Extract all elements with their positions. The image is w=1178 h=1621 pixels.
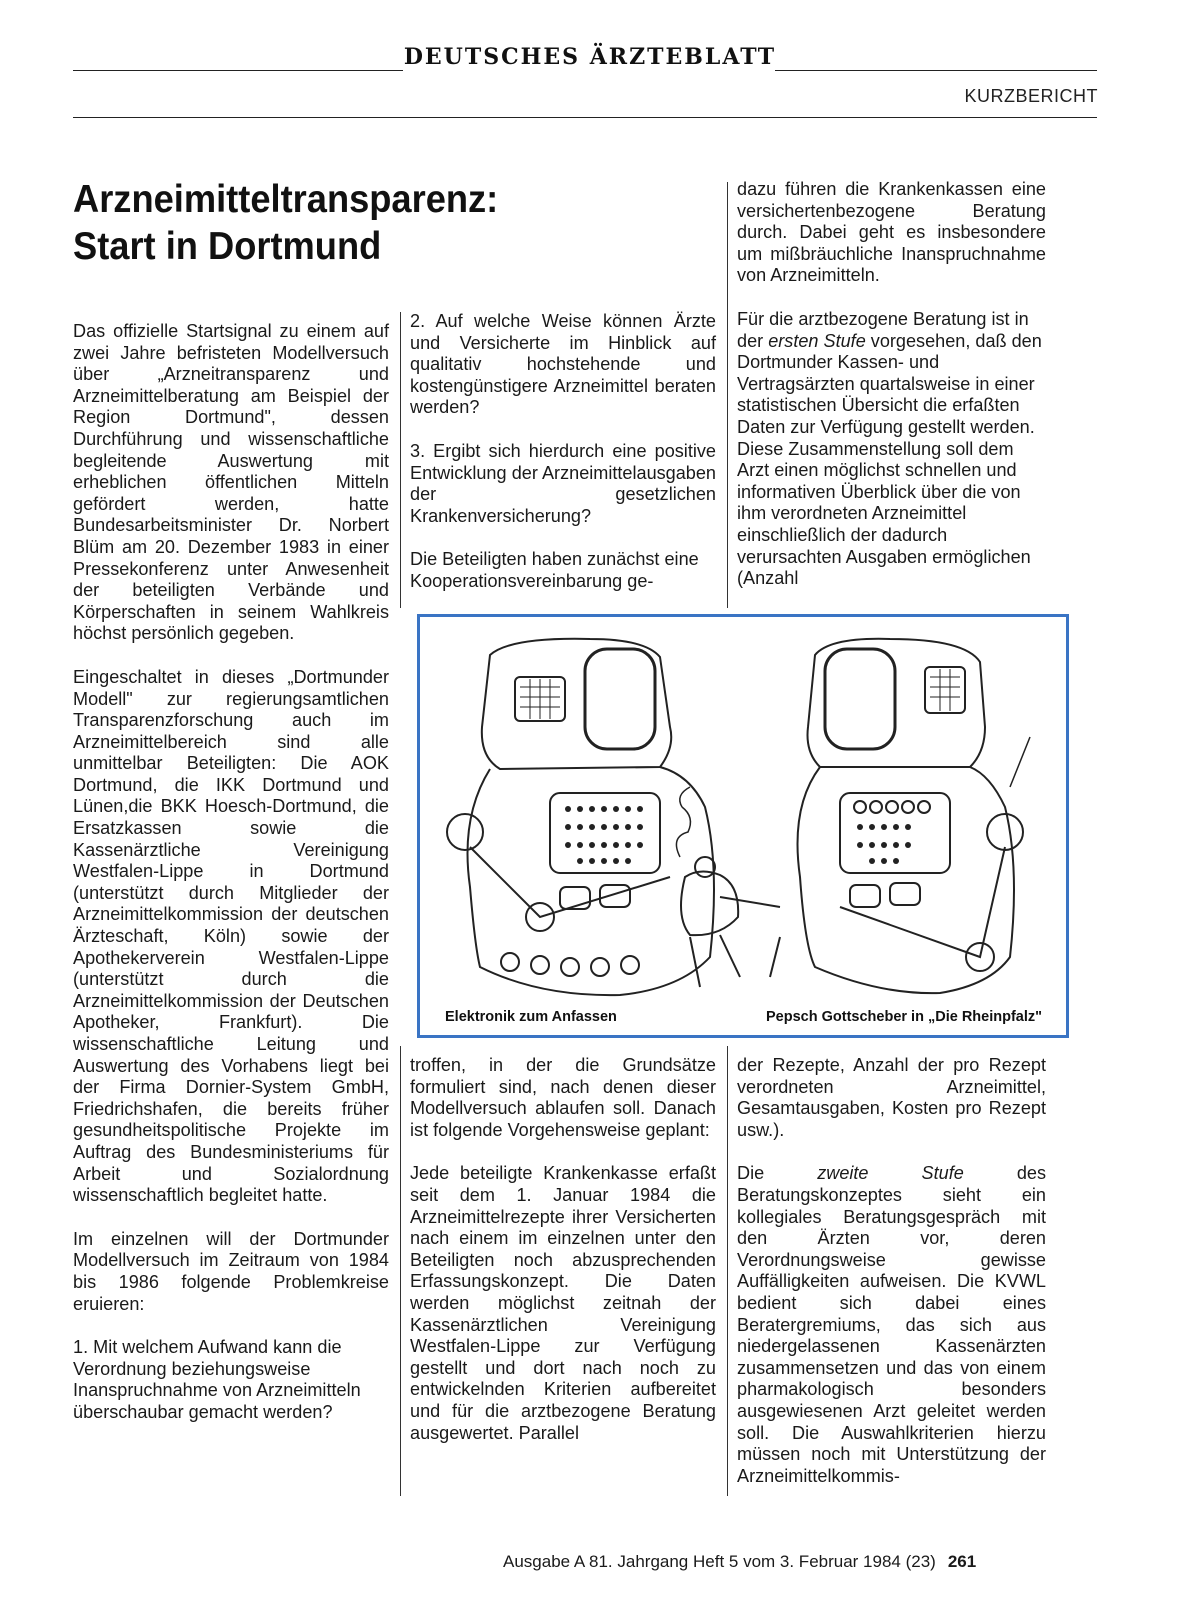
paragraph: troffen, in der die Grundsätze formuliert sind, nach denen dieser Modellversuch ablaufen soll. Danach ist folgende Vorgehensweise geplant:: [410, 1055, 716, 1140]
paragraph: Jede beteiligte Krankenkasse erfaßt seit dem 1. Januar 1984 die Arzneimittelrezepte ihrer Versicherten nach einem im einzelnen unter den Beteiligten noch abzusprechenden Erfassungskonzept. Die Daten werden möglichst zeitnah der Kassenärztlichen Vereinigung Westfalen-Lippe zur Verfügung gestellt und dort nach noch zu entwickelnden Kriterien aufbereitet und für die arztbezogene Beratung ausgewertet. Parallel: [410, 1163, 716, 1443]
paragraph: Das offizielle Startsignal zu einem auf zwei Jahre befristeten Modellversuch über „Arzneitransparenz und Arzneimittelberatung am Beispiel der Region Dortmund", dessen Durchführung und wissenschaftliche begleitende Auswertung mit erheblichen öffentlichen Mitteln gefördert werden, hatte Bundesarbeitsminister Dr. Norbert Blüm am 20. Dezember 1983 in einer Pressekonferenz unter Anwesenheit der beteiligten Verbände und Körperschaften in seinem Wahlkreis höchst persönlich gegeben.: [73, 321, 389, 644]
section-rubric: KURZBERICHT: [964, 86, 1098, 106]
column-3-upper: [737, 179, 1046, 612]
page-footer: [503, 1552, 976, 1572]
column-2-upper: [410, 311, 716, 615]
article-title-line1: Arzneimitteltransparenz:: [73, 178, 499, 221]
masthead: DEUTSCHES ÄRZTEBLATT: [403, 44, 777, 70]
paragraph: Für die arztbezogene Beratung ist in der ersten Stufe vorgesehen, daß den Dortmunder Kassen- und Vertragsärzten quartalsweise in einer statistischen Übersicht die erfaßten Daten zur Verfügung gestellt werden. Diese Zusammenstellung soll dem Arzt einen möglichst schnellen und informativen Überblick über die von ihm verordneten Arzneimittel einschließlich der dadurch verursachten Ausgaben ermöglichen (Anzahl: [737, 308, 1042, 589]
column-2-lower: [410, 1055, 716, 1466]
paragraph: Die zweite Stufe des Beratungskonzeptes sieht ein kollegiales Beratungsgespräch mit den Ärzten vor, deren Verordnungsweise gewisse Auffälligkeiten aufweisen. Die KVWL bedient sich dabei eines Beratergremiums, das sich aus niedergelassenen Kassenärzten zusammensetzen und das von einem pharmakologisch besonders ausgewiesenen Arzt geleitet werden soll. Die Auswahlkriterien hierzu müssen noch mit Unterstützung der Arzneimittelkommis-: [737, 1163, 1046, 1486]
paragraph: der Rezepte, Anzahl der pro Rezept verordneten Arzneimittel, Gesamtausgaben, Kosten pro Rezept usw.).: [737, 1055, 1046, 1140]
article-title: [73, 176, 668, 270]
paragraph: Die Beteiligten haben zunächst eine Kooperationsvereinbarung ge-: [410, 549, 699, 591]
paragraph: 1. Mit welchem Aufwand kann die Verordnung beziehungsweise Inanspruchnahme von Arzneimitteln überschaubar gemacht werden?: [73, 1337, 361, 1422]
header-rule-left: [73, 70, 403, 71]
page-number: 261: [947, 1552, 977, 1571]
column-divider: [400, 1046, 401, 1496]
column-divider: [400, 312, 401, 608]
figure-caption-left: Elektronik zum Anfassen: [445, 1009, 617, 1025]
column-divider: [727, 1046, 728, 1496]
column-1: [73, 321, 389, 1446]
column-3-lower: [737, 1055, 1046, 1509]
issue-info: Ausgabe A 81. Jahrgang Heft 5 vom 3. Februar 1984 (23): [503, 1552, 936, 1571]
header-rule-right: [775, 70, 1097, 71]
figure-caption-right: Pepsch Gottscheber in „Die Rheinpfalz": [766, 1009, 1042, 1025]
paragraph: Eingeschaltet in dieses „Dortmunder Modell" zur regierungsamtlichen Transparenzforschung auch im Arzneimittelbereich sind alle unmittelbar Beteiligten: Die AOK Dortmund, die IKK Dortmund und Lünen,die BKK Hoesch-Dortmund, die Ersatzkassen sowie die Kassenärztliche Vereinigung Westfalen-Lippe in Dortmund (unterstützt durch Mitglieder der Arzneimittelkommission der deutschen Ärzteschaft, Köln) sowie der Apothekerverein Westfalen-Lippe (unterstützt durch die Arzneimittelkommission der Deutschen Apotheker, Frankfurt). Die wissenschaftliche Leitung und Auswertung des Vorhabens liegt bei der Firma Dornier-System GmbH, Friedrichshafen, die bereits früher gesundheitspolitische Projekte im Auftrag des Bundesministeriums für Arbeit und Sozialordnung wissenschaftlich begleitet hatte.: [73, 666, 389, 1206]
cartoon-figure: [417, 614, 1069, 1038]
robot-cartoon-illustration: [420, 617, 1066, 1035]
paragraph: Im einzelnen will der Dortmunder Modellversuch im Zeitraum von 1984 bis 1986 folgende Problemkreise eruieren:: [73, 1228, 389, 1314]
column-divider: [727, 182, 728, 608]
header-rule-bottom: [73, 117, 1097, 118]
paragraph: 3. Ergibt sich hierdurch eine positive Entwicklung der Arzneimittelausgaben der gesetzlichen Krankenversicherung?: [410, 440, 716, 526]
paragraph: 2. Auf welche Weise können Ärzte und Versicherte im Hinblick auf qualitativ hochstehende und kostengünstigere Arzneimittel beraten werden?: [410, 311, 716, 418]
paragraph: dazu führen die Krankenkassen eine versichertenbezogene Beratung durch. Dabei geht es insbesondere um mißbräuchliche Inanspruchnahme von Arzneimitteln.: [737, 179, 1046, 286]
article-title-line2: Start in Dortmund: [73, 225, 382, 268]
